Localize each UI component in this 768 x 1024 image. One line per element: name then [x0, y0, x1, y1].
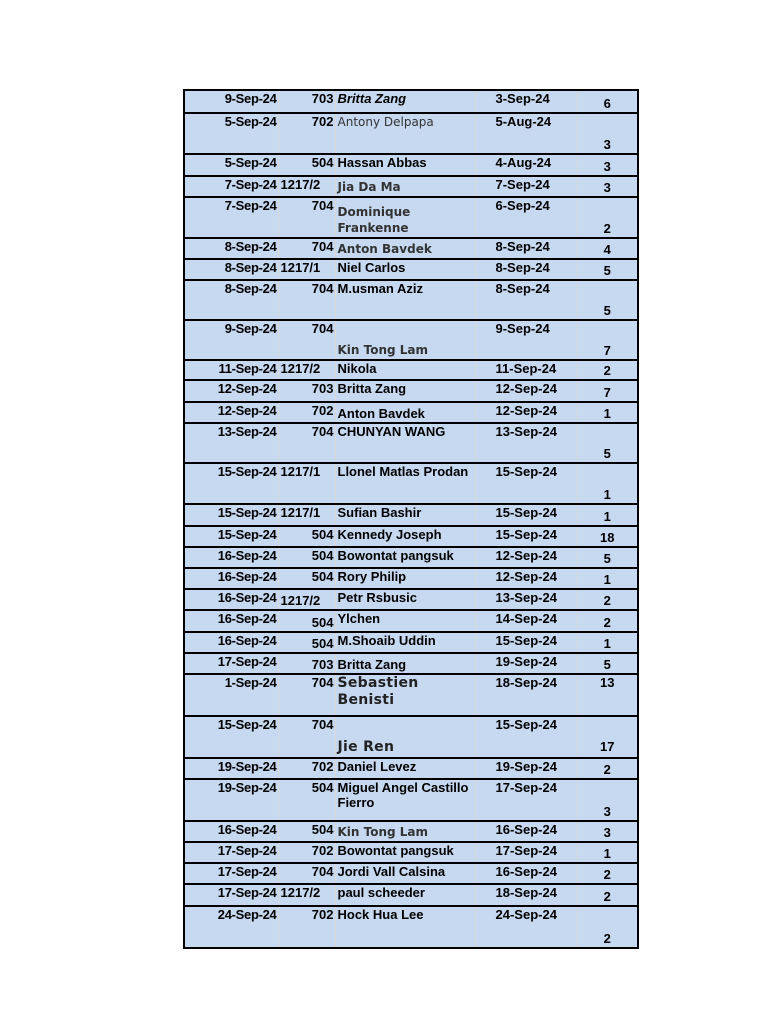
date-cell: 8-Sep-24	[184, 280, 278, 320]
guest-name-cell	[335, 90, 475, 113]
date-cell: 17-Sep-24	[184, 653, 278, 674]
table-row	[184, 463, 638, 504]
guest-name: Sebastien Benisti	[337, 675, 419, 708]
nights-cell: 1	[577, 504, 638, 526]
guest-name-cell: paul scheeder	[335, 884, 475, 906]
room-cell: 1217/1	[278, 463, 335, 504]
date-cell: 24-Sep-24	[184, 906, 278, 948]
checkin-date-cell: 7-Sep-24	[475, 176, 577, 197]
room-cell: 702	[278, 758, 335, 779]
date-cell: 17-Sep-24	[184, 863, 278, 884]
guest-name: Anton Bavdek	[337, 242, 432, 256]
guest-name-cell	[335, 238, 475, 259]
guest-name: Jie Ren	[337, 739, 395, 755]
guest-name-cell: Rory Philip	[335, 568, 475, 589]
date-cell: 15-Sep-24	[184, 463, 278, 504]
guest-name: Britta Zang	[337, 91, 407, 106]
guest-name-cell: Hock Hua Lee	[335, 906, 475, 948]
guest-name-cell: Petr Rsbusic	[335, 589, 475, 610]
table-row	[184, 758, 638, 779]
table-row	[184, 884, 638, 906]
nights-cell: 3	[577, 821, 638, 842]
guest-name: Kin Tong Lam	[337, 343, 429, 357]
checkin-date-cell: 13-Sep-24	[475, 423, 577, 463]
guest-name: Kin Tong Lam	[337, 825, 429, 839]
table-row	[184, 632, 638, 653]
nights-cell: 17	[577, 716, 638, 758]
checkin-date-cell: 19-Sep-24	[475, 653, 577, 674]
nights-cell: 3	[577, 113, 638, 154]
checkin-date-cell: 15-Sep-24	[475, 632, 577, 653]
room-cell: 504	[278, 821, 335, 842]
guest-name: Jia Da Ma	[337, 180, 401, 194]
guest-name-cell: Niel Carlos	[335, 259, 475, 280]
date-cell: 16-Sep-24	[184, 589, 278, 610]
checkin-date-cell: 12-Sep-24	[475, 402, 577, 423]
checkin-date-cell: 8-Sep-24	[475, 238, 577, 259]
checkin-date-cell: 8-Sep-24	[475, 280, 577, 320]
date-cell: 16-Sep-24	[184, 632, 278, 653]
nights-cell: 5	[577, 423, 638, 463]
nights-cell: 7	[577, 320, 638, 360]
table-row	[184, 674, 638, 716]
nights-cell: 5	[577, 653, 638, 674]
date-cell: 12-Sep-24	[184, 402, 278, 423]
guest-name-cell: Britta Zang	[335, 653, 475, 674]
room-cell: 703	[278, 653, 335, 674]
table-row	[184, 906, 638, 948]
guest-name-cell: Ylchen	[335, 610, 475, 632]
checkin-date-cell: 15-Sep-24	[475, 504, 577, 526]
room-cell: 704	[278, 423, 335, 463]
guest-name-cell: Llonel Matlas Prodan	[335, 463, 475, 504]
nights-cell: 2	[577, 610, 638, 632]
nights-cell: 2	[577, 758, 638, 779]
nights-cell: 2	[577, 884, 638, 906]
date-cell: 12-Sep-24	[184, 380, 278, 402]
guest-name-cell	[335, 821, 475, 842]
nights-cell: 2	[577, 589, 638, 610]
table-row	[184, 863, 638, 884]
room-cell: 702	[278, 402, 335, 423]
room-cell: 504	[278, 547, 335, 568]
table-row	[184, 779, 638, 821]
table-row	[184, 589, 638, 610]
table-row	[184, 238, 638, 259]
guest-name-cell: Bowontat pangsuk	[335, 842, 475, 863]
nights-cell: 1	[577, 402, 638, 423]
date-cell: 8-Sep-24	[184, 259, 278, 280]
guest-name-cell: Bowontat pangsuk	[335, 547, 475, 568]
table-row	[184, 423, 638, 463]
room-cell: 1217/1	[278, 504, 335, 526]
date-cell: 19-Sep-24	[184, 758, 278, 779]
table-row	[184, 197, 638, 238]
checkin-date-cell: 12-Sep-24	[475, 380, 577, 402]
guest-name-cell: Sufian Bashir	[335, 504, 475, 526]
guest-name-cell: Nikola	[335, 360, 475, 380]
nights-cell: 1	[577, 842, 638, 863]
date-cell: 15-Sep-24	[184, 504, 278, 526]
table-row	[184, 526, 638, 547]
date-cell: 16-Sep-24	[184, 547, 278, 568]
room-cell: 504	[278, 632, 335, 653]
guest-name-cell	[335, 320, 475, 360]
guest-name-cell	[335, 674, 475, 716]
table-row	[184, 842, 638, 863]
nights-cell: 6	[577, 90, 638, 113]
table-row	[184, 568, 638, 589]
guest-name-cell	[335, 176, 475, 197]
nights-cell: 5	[577, 280, 638, 320]
date-cell: 15-Sep-24	[184, 526, 278, 547]
nights-cell: 2	[577, 906, 638, 948]
table-row	[184, 259, 638, 280]
room-cell: 1217/2	[278, 176, 335, 197]
checkin-date-cell: 6-Sep-24	[475, 197, 577, 238]
guest-name-cell	[335, 197, 475, 238]
date-cell: 1-Sep-24	[184, 674, 278, 716]
guest-name: Dominique Frankenne	[337, 205, 411, 235]
nights-cell: 2	[577, 197, 638, 238]
guest-name-cell: Anton Bavdek	[335, 402, 475, 423]
room-cell: 703	[278, 380, 335, 402]
checkin-date-cell: 12-Sep-24	[475, 547, 577, 568]
room-cell: 504	[278, 779, 335, 821]
checkin-date-cell: 5-Aug-24	[475, 113, 577, 154]
date-cell: 15-Sep-24	[184, 716, 278, 758]
table-row	[184, 504, 638, 526]
date-cell: 16-Sep-24	[184, 610, 278, 632]
nights-cell: 2	[577, 360, 638, 380]
guest-name-cell: Hassan Abbas	[335, 154, 475, 176]
guest-name-cell: M.Shoaib Uddin	[335, 632, 475, 653]
date-cell: 11-Sep-24	[184, 360, 278, 380]
room-cell: 702	[278, 906, 335, 948]
table-row	[184, 113, 638, 154]
checkin-date-cell: 9-Sep-24	[475, 320, 577, 360]
room-cell: 504	[278, 568, 335, 589]
nights-cell: 3	[577, 779, 638, 821]
checkin-date-cell: 17-Sep-24	[475, 842, 577, 863]
room-cell: 702	[278, 842, 335, 863]
room-cell: 704	[278, 863, 335, 884]
checkin-date-cell: 18-Sep-24	[475, 884, 577, 906]
room-cell: 504	[278, 610, 335, 632]
room-cell: 1217/2	[278, 360, 335, 380]
room-cell: 703	[278, 90, 335, 113]
nights-cell: 3	[577, 154, 638, 176]
checkin-date-cell: 15-Sep-24	[475, 716, 577, 758]
date-cell: 16-Sep-24	[184, 568, 278, 589]
date-cell: 17-Sep-24	[184, 884, 278, 906]
nights-cell: 2	[577, 863, 638, 884]
guest-name-cell: M.usman Aziz	[335, 280, 475, 320]
date-cell: 8-Sep-24	[184, 238, 278, 259]
nights-cell: 5	[577, 259, 638, 280]
nights-cell: 18	[577, 526, 638, 547]
room-cell: 704	[278, 716, 335, 758]
table-row	[184, 547, 638, 568]
date-cell: 19-Sep-24	[184, 779, 278, 821]
date-cell: 7-Sep-24	[184, 197, 278, 238]
table-row	[184, 610, 638, 632]
table-row	[184, 90, 638, 113]
room-cell: 704	[278, 280, 335, 320]
table-row	[184, 653, 638, 674]
room-cell: 704	[278, 674, 335, 716]
guest-name-cell: CHUNYAN WANG	[335, 423, 475, 463]
checkin-date-cell: 8-Sep-24	[475, 259, 577, 280]
nights-cell: 1	[577, 463, 638, 504]
checkin-date-cell: 13-Sep-24	[475, 589, 577, 610]
date-cell: 9-Sep-24	[184, 320, 278, 360]
table-row	[184, 320, 638, 360]
room-cell: 504	[278, 526, 335, 547]
table-row	[184, 402, 638, 423]
room-cell: 704	[278, 197, 335, 238]
date-cell: 7-Sep-24	[184, 176, 278, 197]
checkin-date-cell: 17-Sep-24	[475, 779, 577, 821]
table-row	[184, 821, 638, 842]
nights-cell: 7	[577, 380, 638, 402]
room-cell: 704	[278, 238, 335, 259]
table-row	[184, 380, 638, 402]
table-row	[184, 154, 638, 176]
date-cell: 5-Sep-24	[184, 154, 278, 176]
nights-cell: 1	[577, 632, 638, 653]
guest-name-cell	[335, 716, 475, 758]
room-cell: 702	[278, 113, 335, 154]
table-row	[184, 716, 638, 758]
checkin-date-cell: 15-Sep-24	[475, 463, 577, 504]
guest-name: Antony Delpapa	[337, 115, 434, 129]
date-cell: 16-Sep-24	[184, 821, 278, 842]
checkin-date-cell: 16-Sep-24	[475, 821, 577, 842]
guest-name-cell: Kennedy Joseph	[335, 526, 475, 547]
checkin-date-cell: 4-Aug-24	[475, 154, 577, 176]
room-cell: 704	[278, 320, 335, 360]
date-cell: 17-Sep-24	[184, 842, 278, 863]
room-cell: 1217/2	[278, 589, 335, 610]
room-cell: 1217/2	[278, 884, 335, 906]
date-cell: 5-Sep-24	[184, 113, 278, 154]
table-row	[184, 176, 638, 197]
checkin-date-cell: 19-Sep-24	[475, 758, 577, 779]
checkin-date-cell: 18-Sep-24	[475, 674, 577, 716]
checkin-date-cell: 24-Sep-24	[475, 906, 577, 948]
checkin-date-cell: 16-Sep-24	[475, 863, 577, 884]
checkin-date-cell: 12-Sep-24	[475, 568, 577, 589]
nights-cell: 1	[577, 568, 638, 589]
nights-cell: 5	[577, 547, 638, 568]
checkin-date-cell: 3-Sep-24	[475, 90, 577, 113]
date-cell: 9-Sep-24	[184, 90, 278, 113]
nights-cell: 4	[577, 238, 638, 259]
checkin-date-cell: 14-Sep-24	[475, 610, 577, 632]
guest-name-cell: Britta Zang	[335, 380, 475, 402]
guest-name-cell: Jordi Vall Calsina	[335, 863, 475, 884]
guest-name-cell	[335, 113, 475, 154]
table-row	[184, 280, 638, 320]
checkin-date-cell: 15-Sep-24	[475, 526, 577, 547]
room-cell: 504	[278, 154, 335, 176]
room-cell: 1217/1	[278, 259, 335, 280]
guest-name-cell: Miguel Angel Castillo Fierro	[335, 779, 475, 821]
date-cell: 13-Sep-24	[184, 423, 278, 463]
nights-cell: 13	[577, 674, 638, 716]
nights-cell: 3	[577, 176, 638, 197]
guest-name-cell: Daniel Levez	[335, 758, 475, 779]
checkin-date-cell: 11-Sep-24	[475, 360, 577, 380]
booking-table	[183, 89, 639, 949]
table-row	[184, 360, 638, 380]
